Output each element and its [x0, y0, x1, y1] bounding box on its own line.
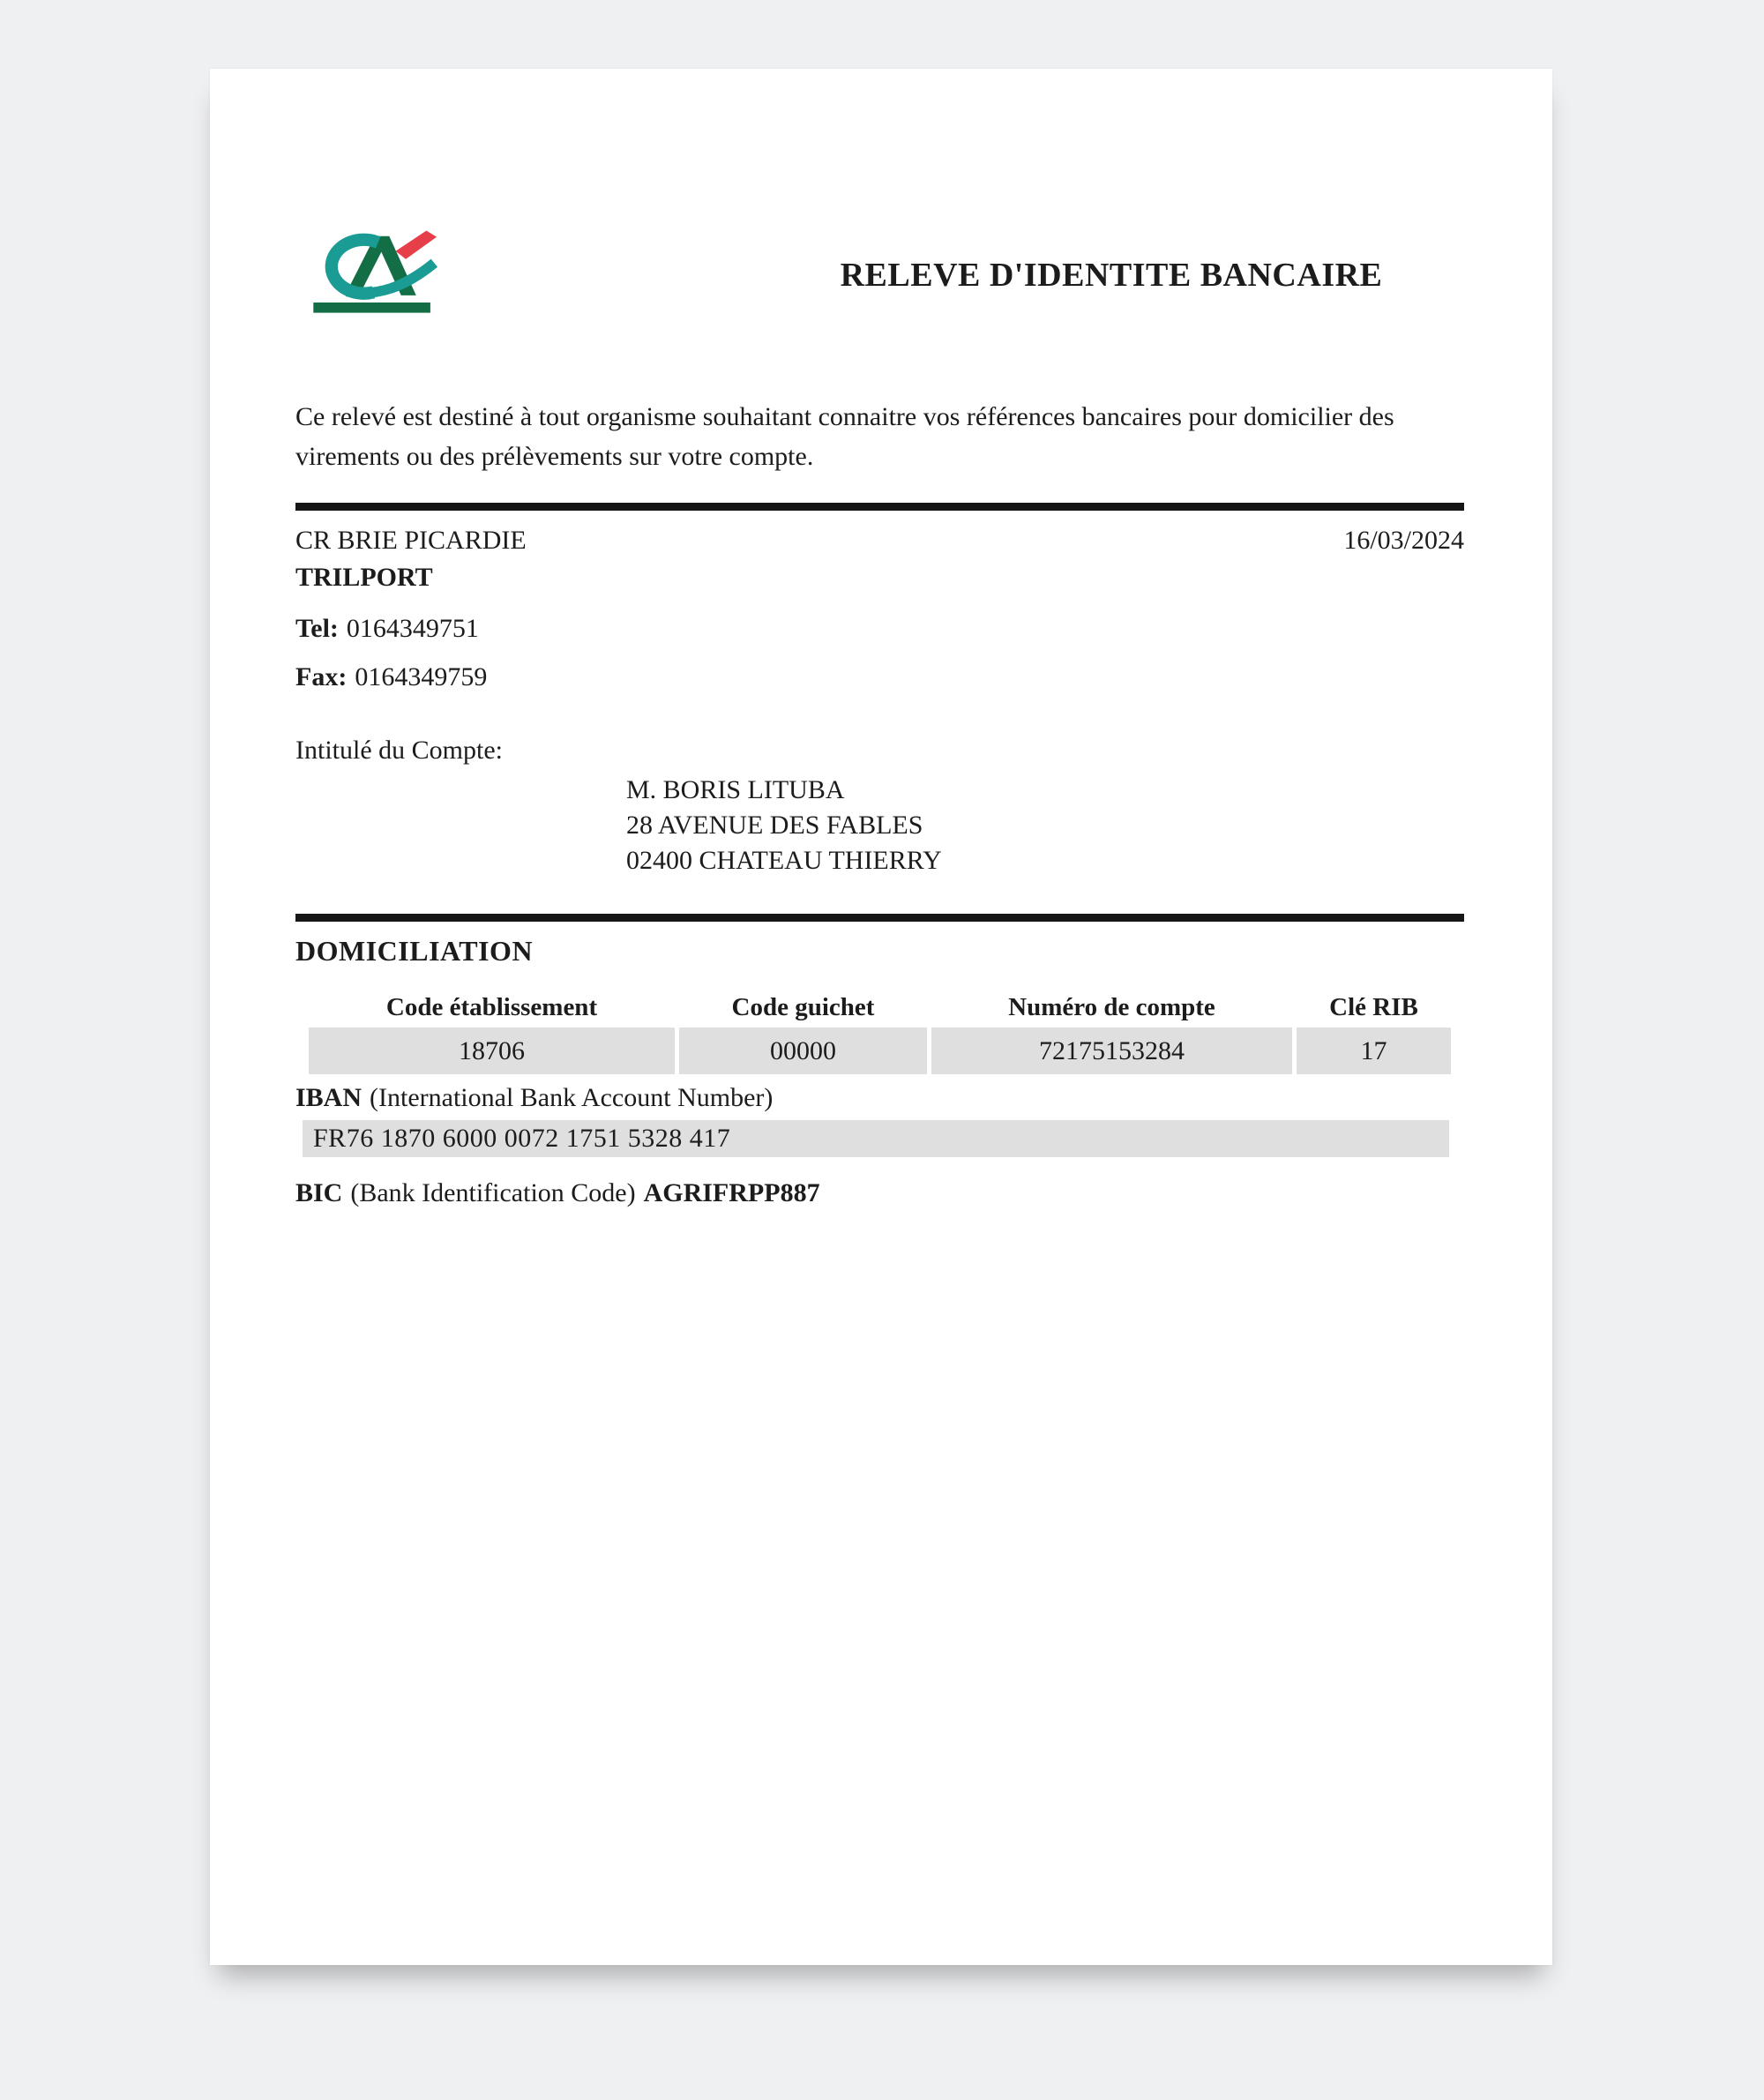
credit-agricole-logo	[304, 219, 441, 318]
rib-table	[309, 991, 1451, 1074]
rib-value-cle-rib: 17	[1297, 1028, 1451, 1074]
account-holder-address2: 02400 CHATEAU THIERRY	[626, 846, 942, 875]
credit-agricole-logo-icon	[304, 219, 441, 318]
rib-col-code-guichet: Code guichet	[731, 993, 875, 1021]
tel-line	[295, 614, 479, 644]
bank-name: CR BRIE PICARDIE	[295, 526, 527, 555]
rib-value-code-etablissement: 18706	[309, 1028, 675, 1074]
document-title: RELEVE D'IDENTITE BANCAIRE	[840, 257, 1383, 294]
intro-paragraph: Ce relevé est destiné à tout organisme souhaitant connaitre vos références bancaires pour domicilier des virements ou des prélèvements sur votre compte.	[295, 402, 1394, 471]
horizontal-rule-top	[295, 503, 1464, 511]
bic-value: AGRIFRPP887	[643, 1178, 820, 1207]
tel-value: 0164349751	[346, 614, 479, 643]
iban-label: IBAN	[295, 1083, 363, 1112]
document-date: 16/03/2024	[1343, 526, 1464, 555]
bic-label-suffix: (Bank Identification Code)	[350, 1178, 636, 1207]
document-page	[210, 69, 1552, 1965]
tel-label: Tel:	[295, 614, 339, 643]
rib-table-header-row	[309, 991, 1451, 1023]
account-holder-address1: 28 AVENUE DES FABLES	[626, 811, 923, 840]
rib-table-value-row	[309, 1023, 1451, 1074]
rib-col-code-etablissement: Code établissement	[385, 993, 598, 1021]
iban-value: FR76 1870 6000 0072 1751 5328 417	[303, 1120, 1449, 1157]
account-holder-name: M. BORIS LITUBA	[626, 775, 845, 804]
fax-line	[295, 662, 487, 692]
fax-value: 0164349759	[355, 662, 488, 691]
iban-label-line	[295, 1083, 773, 1113]
account-title-label: Intitulé du Compte:	[295, 736, 503, 765]
rib-value-numero-compte: 72175153284	[931, 1028, 1292, 1074]
bic-label: BIC	[295, 1178, 343, 1207]
domiciliation-heading: DOMICILIATION	[295, 935, 534, 967]
horizontal-rule-domiciliation	[295, 914, 1464, 922]
fax-label: Fax:	[295, 662, 348, 691]
rib-col-numero-compte: Numéro de compte	[1008, 993, 1215, 1021]
iban-label-suffix: (International Bank Account Number)	[370, 1083, 774, 1112]
rib-value-code-guichet: 00000	[679, 1028, 927, 1074]
rib-col-cle-rib: Clé RIB	[1329, 993, 1418, 1021]
bank-branch: TRILPORT	[295, 563, 433, 592]
bank-name-row	[295, 526, 1464, 556]
bic-line	[295, 1178, 820, 1208]
account-holder-block	[626, 773, 942, 878]
